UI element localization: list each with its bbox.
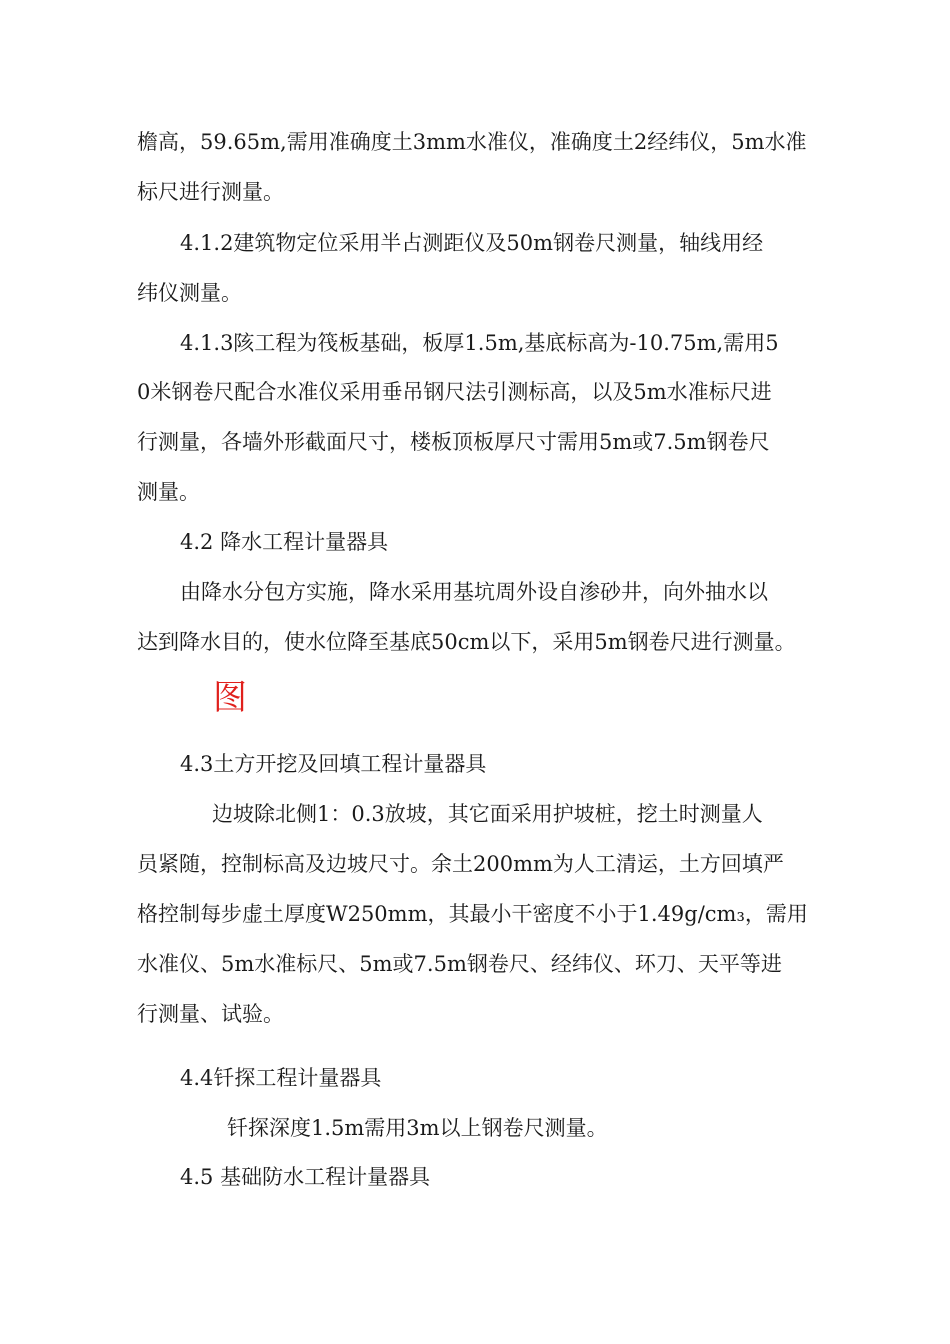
- text-line: 边坡除北侧1：0.3放坡，其它面采用护坡桩，挖土时测量人: [212, 802, 763, 826]
- section-heading: 4.2 降水工程计量器具: [180, 530, 389, 554]
- text-line: 4.1.3陔工程为筏板基础，板厚1.5m,基底标高为-10.75m,需用5: [180, 331, 779, 355]
- red-character: 图: [213, 678, 247, 718]
- text-line: 0米钢卷尺配合水准仪采用垂吊钢尺法引测标高，以及5m水准标尺进: [137, 380, 772, 404]
- text-line: 由降水分包方实施，降水采用基坑周外设自渗砂井，向外抽水以: [180, 580, 768, 604]
- text-line: 员紧随，控制标高及边坡尺寸。余土200mm为人工清运，土方回填严: [137, 852, 784, 876]
- text-line: 水准仪、5m水准标尺、5m或7.5m钢卷尺、经纬仪、环刀、天平等进: [137, 952, 782, 976]
- section-heading: 4.4钎探工程计量器具: [180, 1066, 382, 1090]
- text-line: 行测量，各墙外形截面尺寸，楼板顶板厚尺寸需用5m或7.5m钢卷尺: [137, 430, 770, 454]
- text-line: 纬仪测量。: [137, 281, 242, 305]
- section-heading: 4.5 基础防水工程计量器具: [180, 1165, 431, 1189]
- text-line: 檐高，59.65m,需用准确度土3mm水准仪，准确度土2经纬仪，5m水准: [137, 130, 807, 154]
- text-line: 标尺进行测量。: [137, 180, 284, 204]
- text-line: 格控制每步虚土厚度W250mm，其最小干密度不小于1.49g/cm₃，需用: [137, 902, 808, 926]
- text-line: 测量。: [137, 480, 200, 504]
- text-line: 行测量、试验。: [137, 1002, 284, 1026]
- text-line: 4.1.2建筑物定位采用半占测距仪及50m钢卷尺测量，轴线用经: [180, 231, 764, 255]
- text-line: 达到降水目的，使水位降至基底50cm以下，采用5m钢卷尺进行测量。: [137, 630, 796, 654]
- section-heading: 4.3土方开挖及回填工程计量器具: [180, 752, 487, 776]
- text-line: 钎探深度1.5m需用3m以上钢卷尺测量。: [227, 1116, 608, 1140]
